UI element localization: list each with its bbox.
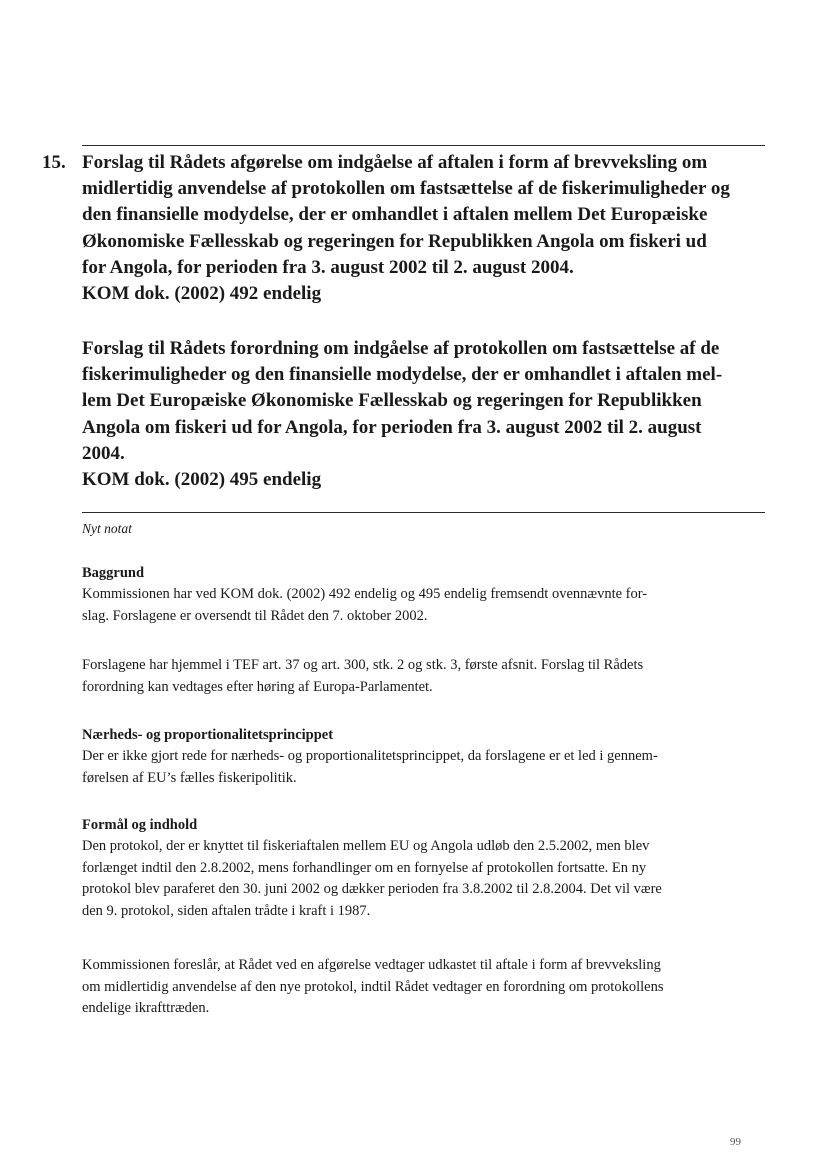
note-label: Nyt notat [82,521,132,536]
paragraph-line: den 9. protokol, siden aftalen trådte i kraft i 1987. [82,902,371,919]
paragraph [82,584,762,627]
paragraph-line: forlænget indtil den 2.8.2002, mens forhandlinger om en fornyelse af protokollen fortsatte. En ny [82,859,647,876]
heading-line: den finansielle modydelse, der er omhandlet i aftalen mellem Det Europæiske [82,204,708,226]
section-formaal [82,815,762,922]
paragraph-line: forordning kan vedtages efter høring af Europa-Parlamentet. [82,678,433,695]
section-title: Baggrund [82,565,145,581]
paragraph [82,836,762,922]
paragraph-line: Der er ikke gjort rede for nærheds- og proportionalitetsprincippet, da forslagene er et led i gennem- [82,748,658,764]
section-forslag [82,955,762,1020]
heading-line: Forslag til Rådets forordning om indgåelse af protokollen om fastsættelse af de [82,338,720,359]
paragraph [82,655,762,698]
paragraph-line: Kommissionen har ved KOM dok. (2002) 492 endelig og 495 endelig fremsendt ovennævnte for- [82,586,648,602]
section-naerhed [82,725,762,789]
heading-line: lem Det Europæiske Økonomiske Fællesskab og regeringen for Republikken [82,390,702,412]
paragraph-line: slag. Forslagene er oversendt til Rådet den 7. oktober 2002. [82,607,428,624]
paragraph-line: Den protokol, der er knyttet til fiskeriaftalen mellem EU og Angola udløb den 2.5.2002, men blev [82,838,650,854]
top-divider [82,145,765,146]
paragraph-line: Kommissionen foreslår, at Rådet ved en afgørelse vedtager udkastet til aftale i form af brevveksling [82,957,661,973]
page-number: 99 [730,1136,741,1148]
heading-line: Angola om fiskeri ud for Angola, for perioden fra 3. august 2002 til 2. august [82,416,702,438]
paragraph-line: endelige ikrafttræden. [82,1000,210,1016]
heading-line: midlertidig anvendelse af protokollen om fastsættelse af de fiskerimuligheder og [82,178,730,200]
heading-proposal-regulation [82,336,772,493]
paragraph-line: om midlertidig anvendelse af den nye protokol, indtil Rådet vedtager en forordning om protokollens [82,978,664,995]
heading-proposal-decision [82,150,772,307]
paragraph [82,746,762,789]
paragraph [82,955,762,1020]
paragraph-line: protokol blev paraferet den 30. juni 2002 og dækker perioden fra 3.8.2002 til 2.8.2004. Det vil være [82,881,662,897]
section-baggrund [82,563,762,627]
section-hjemmel [82,655,762,698]
item-number: 15. [42,152,66,173]
paragraph-line: Forslagene har hjemmel i TEF art. 37 og art. 300, stk. 2 og stk. 3, første afsnit. Forslag til Rådets [82,657,644,673]
paragraph-line: førelsen af EU’s fælles fiskeripolitik. [82,769,297,786]
section-title: Nærheds- og proportionalitetsprincippet [82,727,334,743]
heading-line: fiskerimuligheder og den finansielle modydelse, der er omhandlet i aftalen mel- [82,364,723,386]
heading-line: KOM dok. (2002) 492 endelig [82,283,322,305]
bottom-divider [82,512,765,513]
heading-line: for Angola, for perioden fra 3. august 2002 til 2. august 2004. [82,256,574,278]
heading-line: Forslag til Rådets afgørelse om indgåelse af aftalen i form af brevveksling om [82,152,708,173]
heading-line: Økonomiske Fællesskab og regeringen for Republikken Angola om fiskeri ud [82,230,707,252]
heading-line: KOM dok. (2002) 495 endelig [82,469,322,491]
section-title: Formål og indhold [82,817,198,833]
heading-line: 2004. [82,442,125,464]
